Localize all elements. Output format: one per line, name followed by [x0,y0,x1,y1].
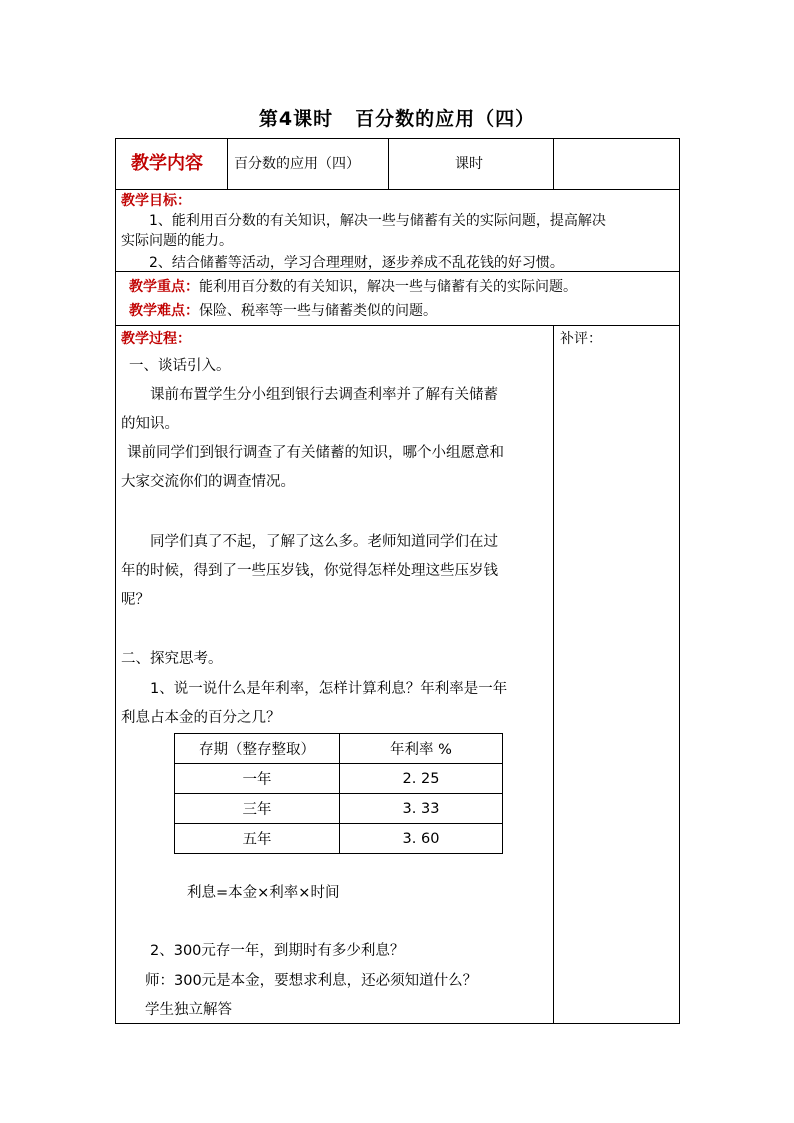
section2-title: 二、探究思考。 [121,651,223,667]
page-title [0,104,794,131]
table-row [175,794,503,824]
content-value: 百分数的应用（四） [234,156,360,172]
paragraph-1-line2: 的知识。 [121,416,179,432]
table-cell-rate: 3. 60 [340,824,503,854]
key-points-label: 教学重点： [129,279,199,295]
header-divider-2 [388,138,389,190]
table-cell-rate: 2. 25 [340,764,503,794]
difficulties-label: 教学难点： [129,303,199,319]
paragraph-2-line1: 课前同学们到银行调查了有关储蓄的知识，哪个小组愿意和 [127,445,504,461]
content-label: 教学内容 [131,153,203,174]
objectives-item1-line1: 1、能利用百分数的有关知识，解决一些与储蓄有关的实际问题，提高解决 [149,213,606,229]
comment-label: 补评： [560,331,602,347]
comment-column-divider [553,325,554,1024]
paragraph-3-line2: 年的时候，得到了一些压岁钱，你觉得怎样处理这些压岁钱 [121,563,498,579]
lesson-topic: 百分数的应用（四） [355,108,536,130]
table-cell-term: 一年 [175,764,340,794]
interest-formula: 利息=本金×利率×时间 [187,885,340,901]
period-label: 课时 [455,156,483,172]
interest-rate-table [174,733,503,854]
objectives-label: 教学目标： [121,193,191,209]
table-header-term: 存期（整存整取） [175,734,340,764]
paragraph-3-line1: 同学们真了不起，了解了这么多。老师知道同学们在过 [150,534,498,550]
section1-title: 一、谈话引入。 [129,358,231,374]
question-2: 2、300元存一年，到期时有多少利息？ [150,943,405,959]
table-cell-term: 五年 [175,824,340,854]
table-cell-rate: 3. 33 [340,794,503,824]
paragraph-2-line2: 大家交流你们的调查情况。 [121,474,295,490]
question-1-line1: 1、说一说什么是年利率，怎样计算利息？年利率是一年 [150,681,508,697]
header-divider-1 [227,138,228,190]
key-points-text: 能利用百分数的有关知识，解决一些与储蓄有关的实际问题。 [199,279,577,295]
lesson-number: 第4课时 [258,108,334,130]
table-header-row [175,734,503,764]
question-1-line2: 利息占本金的百分之几？ [121,710,281,726]
objectives-item2: 2、结合储蓄等活动，学习合理理财，逐步养成不乱花钱的好习惯。 [149,255,564,271]
difficulties-row [129,301,437,321]
key-points-row [129,277,577,297]
table-row [175,824,503,854]
paragraph-1-line1: 课前布置学生分小组到银行去调查利率并了解有关储蓄 [150,387,498,403]
process-label: 教学过程： [121,331,191,347]
header-divider-3 [553,138,554,190]
table-cell-term: 三年 [175,794,340,824]
difficulties-text: 保险、税率等一些与储蓄类似的问题。 [199,303,437,319]
student-activity: 学生独立解答 [145,1002,232,1018]
teacher-prompt: 师：300元是本金，要想求利息，还必须知道什么？ [145,973,478,989]
paragraph-3-line3: 呢？ [121,592,150,608]
objectives-item1-line2: 实际问题的能力。 [121,233,233,249]
table-row [175,764,503,794]
table-header-rate: 年利率 % [340,734,503,764]
